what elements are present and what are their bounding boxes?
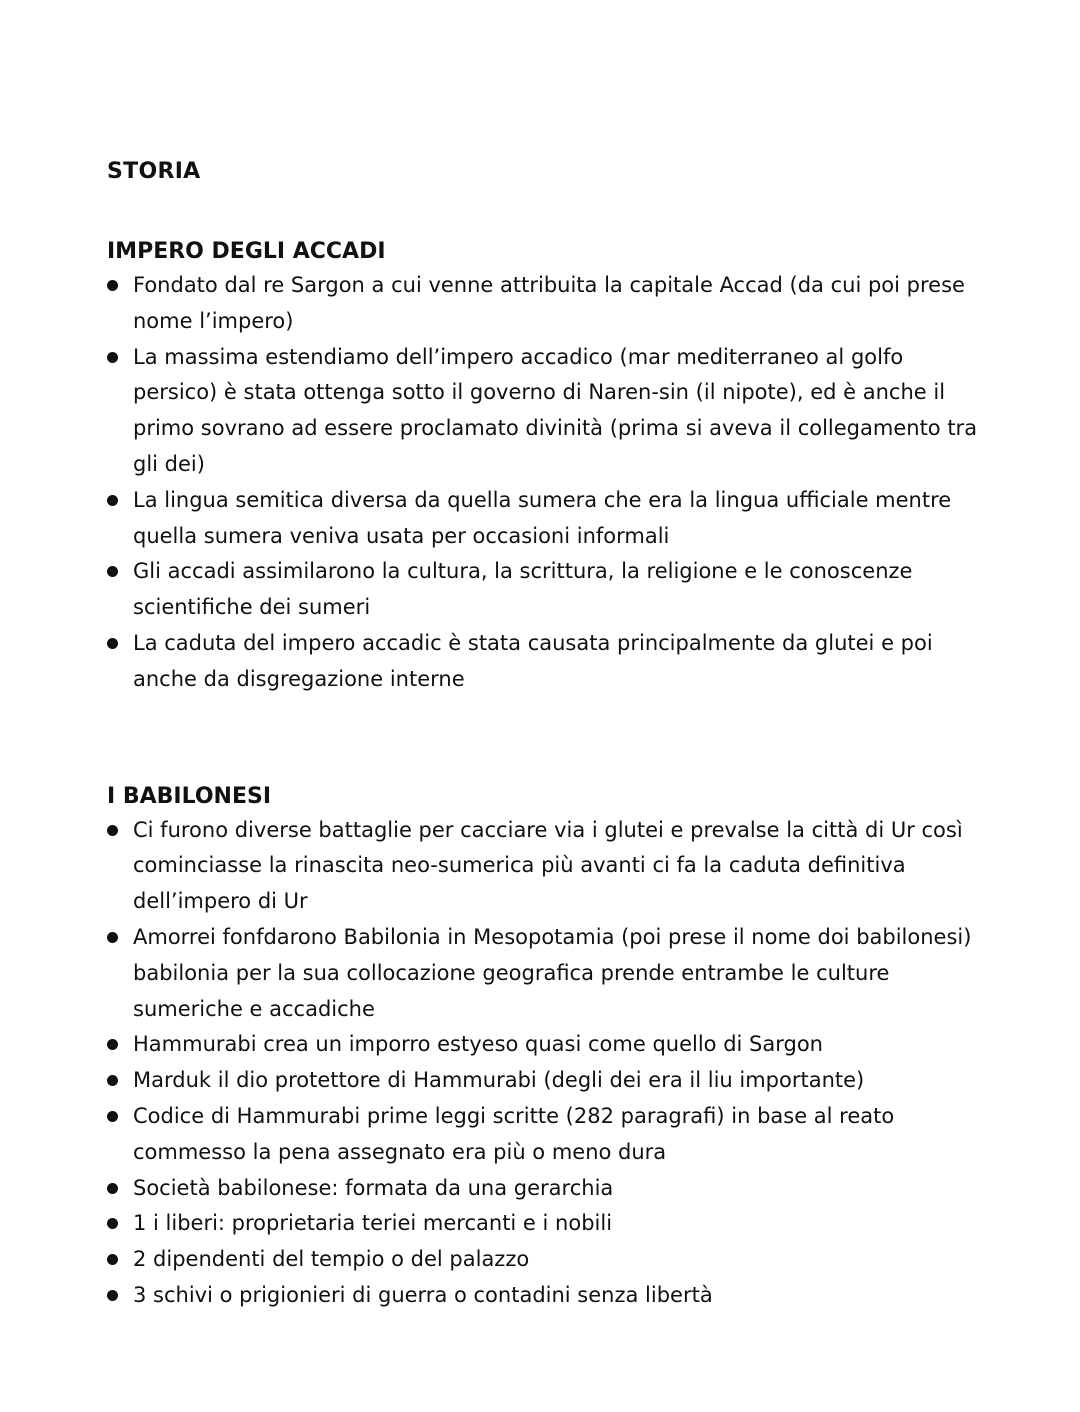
- bullet-icon: [107, 1183, 118, 1194]
- list-item-text: Fondato dal re Sargon a cui venne attribuita la capitale Accad (da cui poi prese nome l’impero): [133, 273, 965, 333]
- bullet-icon: [107, 932, 118, 943]
- bullet-icon: [107, 1254, 118, 1265]
- bullet-icon: [107, 495, 118, 506]
- list-item: [107, 1171, 987, 1207]
- bullet-icon: [107, 1111, 118, 1122]
- list-item: [107, 554, 987, 626]
- list-item-text: Hammurabi crea un imporro estyeso quasi come quello di Sargon: [133, 1032, 823, 1057]
- list-item: [107, 920, 987, 1027]
- list-item-text: Marduk il dio protettore di Hammurabi (degli dei era il liu importante): [133, 1068, 865, 1093]
- list-item-text: Ci furono diverse battaglie per cacciare via i glutei e prevalse la città di Ur così cominciasse la rinascita neo-sumerica più avanti ci fa la caduta definitiva dell’impero di Ur: [133, 817, 963, 914]
- list-item: [107, 268, 987, 340]
- list-item: [107, 626, 987, 698]
- list-item-text: Amorrei fonfdarono Babilonia in Mesopotamia (poi prese il nome doi babilonesi) babilonia per la sua collocazione geografica prende entrambe le culture sumeriche e accadiche: [133, 924, 972, 1021]
- section-babilonesi: [107, 781, 987, 1314]
- list-item: [107, 1099, 987, 1171]
- section-heading: IMPERO DEGLI ACCADI: [107, 239, 386, 264]
- list-item-text: La lingua semitica diversa da quella sumera che era la lingua ufficiale mentre quella sumera veniva usata per occasioni informali: [133, 487, 952, 548]
- list-item: [107, 1063, 987, 1099]
- list-item-text: 2 dipendenti del tempio o del palazzo: [133, 1247, 530, 1272]
- bullet-icon: [107, 1290, 118, 1301]
- bullet-icon: [107, 280, 118, 291]
- bullet-list: [107, 813, 987, 1314]
- list-item-text: La massima estendiamo dell’impero accadico (mar mediterraneo al golfo persico) è stata ottenga sotto il governo di Naren-sin (il nipote), ed è anche il primo sovrano ad essere proclamato divinità (prima si aveva il collegamento tra gli dei): [133, 344, 978, 476]
- bullet-icon: [107, 1039, 118, 1050]
- list-item-text: 3 schivi o prigionieri di guerra o contadini senza libertà: [133, 1282, 713, 1307]
- list-item: [107, 1206, 987, 1242]
- list-item-text: 1 i liberi: proprietaria teriei mercanti e i nobili: [133, 1211, 613, 1236]
- bullet-icon: [107, 1075, 118, 1086]
- bullet-icon: [107, 638, 118, 649]
- document-page: [107, 152, 987, 1314]
- list-item: [107, 340, 987, 483]
- bullet-icon: [107, 566, 118, 577]
- section-accadi: [107, 236, 987, 698]
- list-item: [107, 1242, 987, 1278]
- list-item: [107, 1278, 987, 1314]
- list-item-text: Società babilonese: formata da una gerarchia: [133, 1175, 614, 1200]
- list-item-text: La caduta del impero accadic è stata causata principalmente da glutei e poi anche da disgregazione interne: [133, 630, 933, 691]
- bullet-list: [107, 268, 987, 698]
- list-item-text: Codice di Hammurabi prime leggi scritte (282 paragrafi) in base al reato commesso la pena assegnato era più o meno dura: [133, 1103, 895, 1164]
- list-item: [107, 813, 987, 920]
- section-heading: I BABILONESI: [107, 783, 272, 809]
- list-item: [107, 1027, 987, 1063]
- bullet-icon: [107, 825, 118, 836]
- document-title: STORIA: [107, 159, 201, 184]
- list-item: [107, 483, 987, 555]
- list-item-text: Gli accadi assimilarono la cultura, la scrittura, la religione e le conoscenze scientifiche dei sumeri: [133, 559, 913, 620]
- bullet-icon: [107, 1218, 118, 1229]
- bullet-icon: [107, 352, 118, 363]
